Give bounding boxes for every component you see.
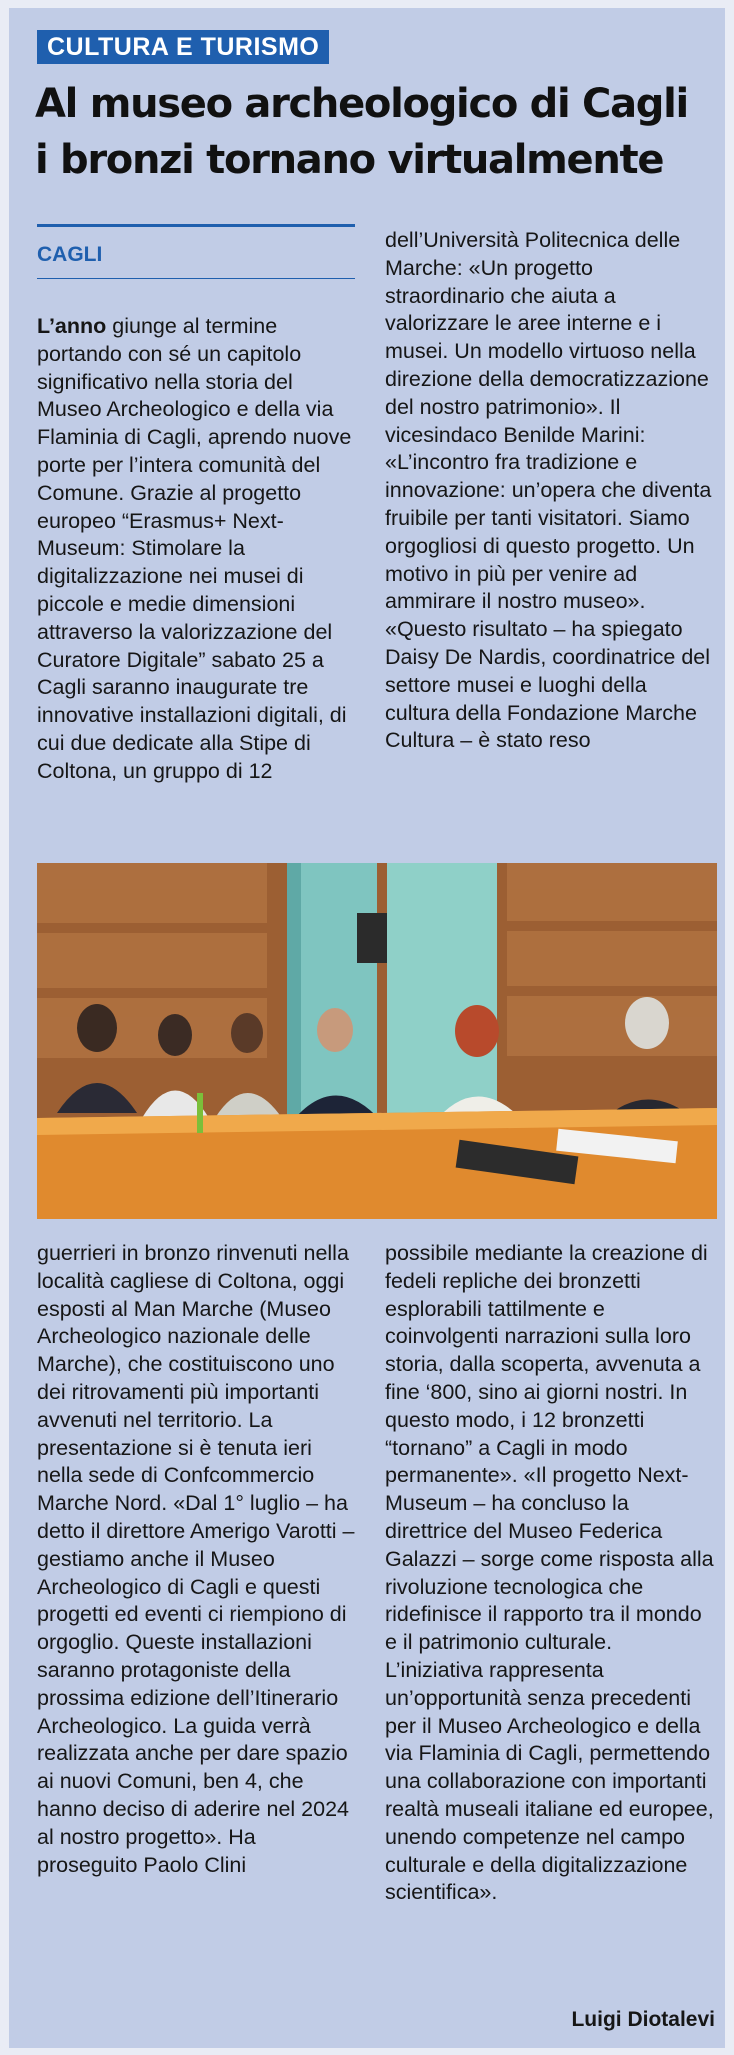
column-1-top [37, 313, 359, 786]
article-headline [35, 76, 715, 188]
headline-line-1: Al museo archeologico di Cagli [35, 81, 688, 127]
article-page [9, 8, 725, 2048]
author-byline: Luigi Diotalevi [571, 2008, 715, 2031]
lead-word: L’anno [37, 314, 107, 338]
paragraph [37, 313, 359, 786]
lead-paragraph-text: giunge al termine portando con sé un capitolo significativo nella storia del Museo Archeologico e della via Flaminia di Cagli, aprendo nuove porte per l’intera comunità del Comune. Grazie al progetto europeo “Erasmus+ Next-Museum: Stimolare la digitalizzazione nei musei di piccole e medie dimensioni attraverso la valorizzazione del Curatore Digitale” sabato 25 a Cagli saranno inaugurate tre innovative installazioni digitali, di cui due dedicate alla Stipe di Coltona, un gruppo di 12 [37, 314, 352, 783]
column-1-bottom [37, 1240, 359, 1879]
column-2-top [385, 227, 715, 755]
column-2-bottom [385, 1240, 715, 1907]
paragraph: possibile mediante la creazione di fedeli repliche dei bronzetti esplorabili tattilmente e coinvolgenti narrazioni sulla loro storia, dalla scoperta, avvenuta a fine ‘800, sino ai giorni nostri. In questo modo, i 12 bronzetti “tornano” a Cagli in modo permanente». «Il progetto Next-Museum – ha concluso la direttrice del Museo Federica Galazzi – sorge come risposta alla rivoluzione tecnologica che ridefinisce il rapporto tra il mondo e il patrimonio culturale. L’iniziativa rappresenta un’opportunità senza precedenti per il Museo Archeologico e della via Flaminia di Cagli, permettendo una collaborazione con importanti realtà museali italiane ed europee, unendo competenze nel campo culturale e della digitalizzazione scientifica». [385, 1241, 714, 1905]
article-photo [37, 863, 717, 1219]
paragraph: guerrieri in bronzo rinvenuti nella località cagliese di Coltona, oggi esposti al Man Marche (Museo Archeologico nazionale delle Marche), che costituiscono uno dei ritrovamenti più importanti avvenuti nel territorio. La presentazione si è tenuta ieri nella sede di Confcommercio Marche Nord. «Dal 1° luglio – ha detto il direttore Amerigo Varotti – gestiamo anche il Museo Archeologico di Cagli e questi progetti ed eventi ci riempiono di orgoglio. Queste installazioni saranno protagoniste della prossima edizione dell’Itinerario Archeologico. La guida verrà realizzata anche per dare spazio ai nuovi Comuni, ben 4, che hanno deciso di aderire nel 2024 al nostro progetto». Ha proseguito Paolo Clini [37, 1241, 355, 1877]
headline-line-2: i bronzi tornano virtualmente [35, 137, 664, 183]
press-conference-photo [37, 863, 717, 1219]
dateline: CAGLI [37, 243, 103, 266]
paragraph: dell’Università Politecnica delle Marche: «Un progetto straordinario che aiuta a valorizzare le aree interne e i musei. Un modello virtuoso nella direzione della democratizzazione del nostro patrimonio». Il vicesindaco Benilde Marini: «L’incontro fra tradizione e innovazione: un’opera che diventa fruibile per tanti visitatori. Siamo orgogliosi di questo progetto. Un motivo in più per venire ad ammirare il nostro museo». «Questo risultato – ha spiegato Daisy De Nardis, coordinatrice del settore musei e luoghi della cultura della Fondazione Marche Cultura – è stato reso [385, 228, 712, 753]
dateline-bottom-rule [37, 278, 355, 279]
dateline-top-rule [37, 224, 355, 227]
section-label: CULTURA E TURISMO [37, 30, 329, 64]
